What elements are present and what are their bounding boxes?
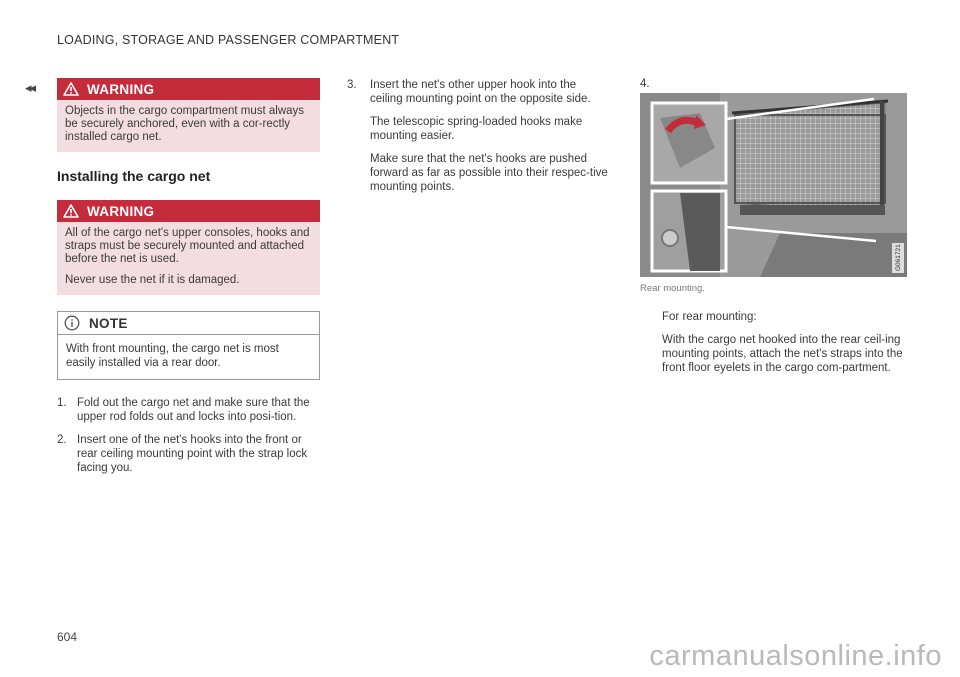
note-box: [57, 311, 320, 380]
rear-mounting-illustration: [640, 93, 907, 277]
step-text: Fold out the cargo net and make sure that the upper rod folds out and locks into posi-tion.: [77, 397, 310, 423]
step-text: Insert the net's other upper hook into the ceiling mounting point on the opposite side.: [370, 79, 591, 105]
info-circle-icon: [64, 315, 80, 331]
warning-paragraph: Objects in the cargo compartment must always be securely anchored, even with a cor-rectly installed cargo net.: [65, 105, 305, 143]
list-item: [347, 78, 609, 194]
warning-triangle-icon: [63, 82, 79, 96]
steps-list: [347, 78, 609, 194]
rear-mounting-text: [662, 310, 908, 375]
step-text: The telescopic spring-loaded hooks make mounting easier.: [370, 116, 583, 142]
warning-header: [57, 200, 320, 222]
step-text: Make sure that the net's hooks are pushed forward as far as possible into their respec-tive mounting points.: [370, 153, 608, 193]
rear-mounting-paragraph: With the cargo net hooked into the rear ceil-ing mounting points, attach the net's straps into the front floor eyelets in the cargo com-partment.: [662, 334, 903, 374]
warning-label: WARNING: [87, 203, 155, 219]
step-number: 3.: [347, 79, 357, 91]
note-header: [58, 312, 319, 335]
cargo-net-illustration: [640, 93, 907, 277]
page-number: 604: [57, 630, 78, 644]
rear-mounting-heading: For rear mounting:: [662, 311, 757, 323]
column-right: [640, 78, 908, 384]
warning-text: [57, 222, 320, 295]
warning-label: WARNING: [87, 81, 155, 97]
list-item: [57, 433, 320, 475]
watermark: carmanualsonline.info: [649, 640, 942, 672]
figure-caption: Rear mounting.: [640, 283, 705, 294]
warning-header: [57, 78, 320, 100]
note-text: With front mounting, the cargo net is most easily installed via a rear door.: [66, 343, 279, 369]
step-number: 4.: [640, 78, 650, 90]
warning-paragraph: Never use the net if it is damaged.: [65, 274, 240, 286]
warning-box-net: [57, 200, 320, 295]
column-left: [57, 78, 320, 484]
step-number: 1.: [57, 397, 67, 409]
section-heading: Installing the cargo net: [57, 168, 211, 184]
warning-paragraph: All of the cargo net's upper consoles, hooks and straps must be securely mounted and attached before the net is used.: [65, 227, 310, 265]
warning-triangle-icon: [63, 204, 79, 218]
warning-text: [57, 100, 320, 152]
section-title: LOADING, STORAGE AND PASSENGER COMPARTMENT: [57, 33, 400, 47]
warning-box-cargo: [57, 78, 320, 152]
list-item: [57, 396, 320, 424]
back-arrows-icon[interactable]: ◂◂: [25, 80, 35, 95]
note-label: NOTE: [89, 315, 128, 331]
step-number: 2.: [57, 434, 67, 446]
column-middle: [347, 78, 609, 203]
steps-list: [57, 396, 320, 475]
step-text: Insert one of the net's hooks into the front or rear ceiling mounting point with the strap lock facing you.: [77, 434, 308, 474]
figure-code: G061721: [895, 244, 902, 271]
